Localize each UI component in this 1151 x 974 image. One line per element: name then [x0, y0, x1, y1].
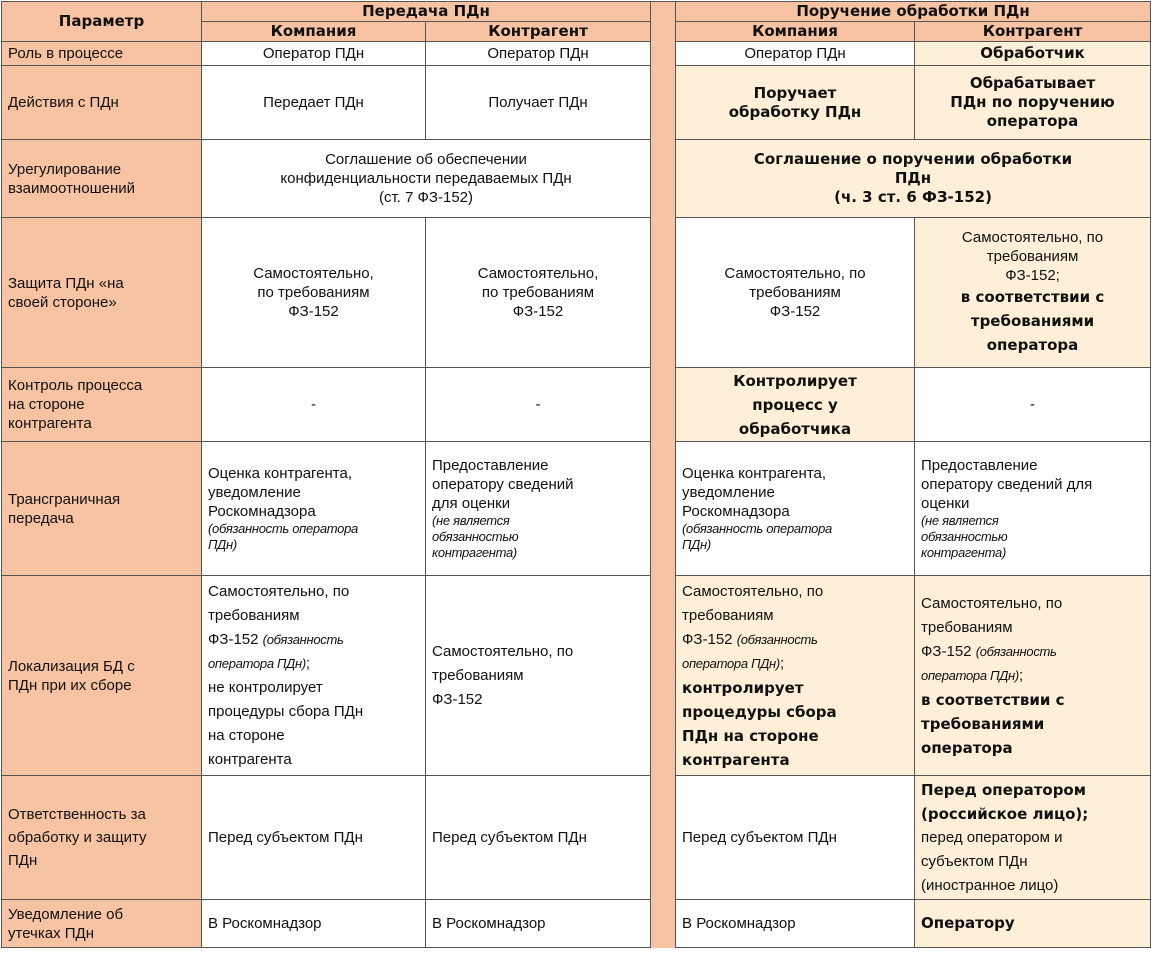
cell-transfer-counterparty: Оператор ПДн — [426, 42, 651, 66]
table-row-settlement — [2, 140, 1151, 218]
cell-assign-counterparty: - — [915, 368, 1151, 442]
header-param: Параметр — [2, 2, 202, 42]
column-gap — [651, 2, 676, 42]
cell-transfer-company: Оценка контрагента, уведомление Роскомнадзора (обязанность оператора ПДн) — [202, 442, 426, 576]
cell-transfer-company: Перед субъектом ПДн — [202, 776, 426, 900]
row-label: Действия с ПДн — [2, 66, 202, 140]
header-group-transfer: Передача ПДн — [202, 2, 651, 22]
row-label: Защита ПДн «на своей стороне» — [2, 218, 202, 368]
row-label: Контроль процесса на стороне контрагента — [2, 368, 202, 442]
cell-assign-counterparty: Самостоятельно, по требованиям ФЗ-152 (обязанность оператора ПДн); в соответствии с требованиями оператора — [915, 576, 1151, 776]
row-label: Уведомление об утечках ПДн — [2, 900, 202, 948]
header-row-groups — [2, 2, 1151, 22]
table-row-protection — [2, 218, 1151, 368]
cell-assign-counterparty: Самостоятельно, по требованиям ФЗ-152; в соответствии с требованиями оператора — [915, 218, 1151, 368]
cell-assign-company: Поручает обработку ПДн — [676, 66, 915, 140]
row-label: Локализация БД с ПДн при их сборе — [2, 576, 202, 776]
table-row-liability — [2, 776, 1151, 900]
header-assign-company: Компания — [676, 22, 915, 42]
table-row-role — [2, 42, 1151, 66]
header-transfer-company: Компания — [202, 22, 426, 42]
cell-assign-merged: Соглашение о поручении обработки ПДн (ч. 3 ст. 6 ФЗ-152) — [676, 140, 1151, 218]
cell-transfer-company: Передает ПДн — [202, 66, 426, 140]
cell-transfer-company: Оператор ПДн — [202, 42, 426, 66]
cell-transfer-company: В Роскомнадзор — [202, 900, 426, 948]
cell-assign-company: Самостоятельно, по требованиям ФЗ-152 (обязанность оператора ПДн); контролирует процедуры сбора ПДн на стороне контрагента — [676, 576, 915, 776]
cell-assign-counterparty: Оператору — [915, 900, 1151, 948]
row-label: Трансграничная передача — [2, 442, 202, 576]
cell-assign-company: В Роскомнадзор — [676, 900, 915, 948]
cell-transfer-counterparty: - — [426, 368, 651, 442]
cell-assign-company: Оценка контрагента, уведомление Роскомнадзора (обязанность оператора ПДн) — [676, 442, 915, 576]
cell-assign-company: Контролирует процесс у обработчика — [676, 368, 915, 442]
header-assign-counterparty: Контрагент — [915, 22, 1151, 42]
cell-transfer-counterparty: Перед субъектом ПДн — [426, 776, 651, 900]
table-row-localization — [2, 576, 1151, 776]
cell-assign-company: Перед субъектом ПДн — [676, 776, 915, 900]
cell-transfer-counterparty: Самостоятельно, по требованиям ФЗ-152 — [426, 576, 651, 776]
cell-assign-company: Оператор ПДн — [676, 42, 915, 66]
header-group-assign: Поручение обработки ПДн — [676, 2, 1151, 22]
cell-transfer-company: Самостоятельно, по требованиям ФЗ-152 (обязанность оператора ПДн); не контролирует процедуры сбора ПДн на стороне контрагента — [202, 576, 426, 776]
row-label: Роль в процессе — [2, 42, 202, 66]
cell-assign-company: Самостоятельно, по требованиям ФЗ-152 — [676, 218, 915, 368]
cell-transfer-counterparty: В Роскомнадзор — [426, 900, 651, 948]
cell-transfer-company: Самостоятельно, по требованиям ФЗ-152 — [202, 218, 426, 368]
cell-assign-counterparty: Обрабатывает ПДн по поручению оператора — [915, 66, 1151, 140]
table-row-actions — [2, 66, 1151, 140]
cell-transfer-counterparty: Предоставление оператору сведений для оценки (не является обязанностью контрагента) — [426, 442, 651, 576]
cell-transfer-counterparty: Получает ПДн — [426, 66, 651, 140]
cell-assign-counterparty: Перед оператором (российское лицо); перед оператором и субъектом ПДн (иностранное лицо) — [915, 776, 1151, 900]
comparison-table — [1, 1, 1151, 948]
table-row-leaks — [2, 900, 1151, 948]
cell-assign-counterparty: Обработчик — [915, 42, 1151, 66]
cell-transfer-counterparty: Самостоятельно, по требованиям ФЗ-152 — [426, 218, 651, 368]
cell-transfer-merged: Соглашение об обеспечении конфиденциальности передаваемых ПДн (ст. 7 ФЗ-152) — [202, 140, 651, 218]
table-row-crossborder — [2, 442, 1151, 576]
header-transfer-counterparty: Контрагент — [426, 22, 651, 42]
row-label: Ответственность за обработку и защиту ПДн — [2, 776, 202, 900]
table-row-control — [2, 368, 1151, 442]
cell-assign-counterparty: Предоставление оператору сведений для оценки (не является обязанностью контрагента) — [915, 442, 1151, 576]
row-label: Урегулирование взаимоотношений — [2, 140, 202, 218]
cell-transfer-company: - — [202, 368, 426, 442]
